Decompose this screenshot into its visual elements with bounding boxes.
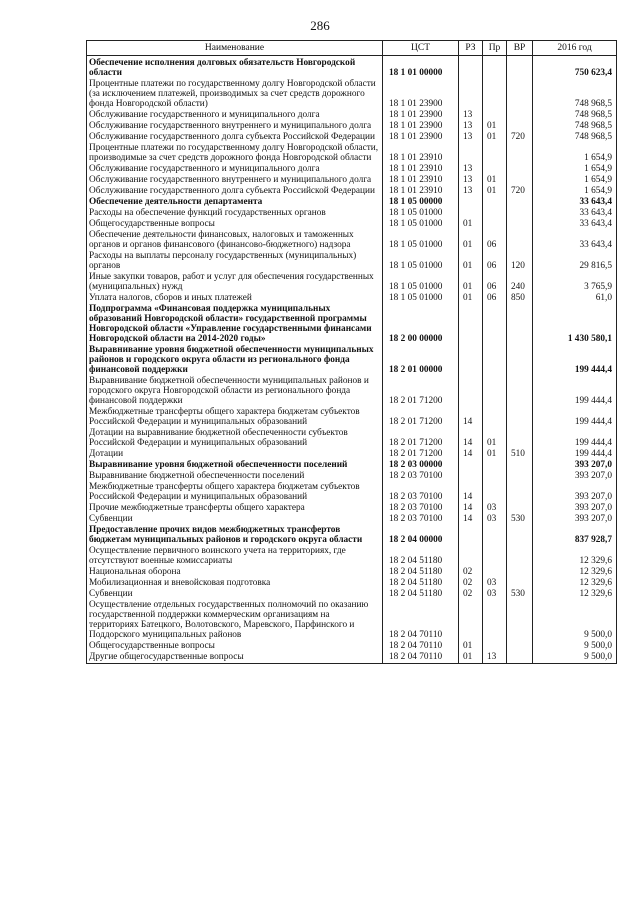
row-pr: [483, 482, 507, 503]
table-row: [87, 132, 617, 143]
row-rz: [459, 56, 483, 80]
row-code: 18 2 01 71200: [383, 428, 459, 449]
table-row: [87, 428, 617, 449]
row-code: 18 2 01 71200: [383, 449, 459, 460]
row-vr: [507, 79, 533, 110]
table-row: [87, 272, 617, 293]
row-code: 18 1 01 23900: [383, 79, 459, 110]
row-rz: 01: [459, 230, 483, 251]
row-amount: 1 654,9: [533, 186, 617, 197]
row-code: 18 1 05 01000: [383, 219, 459, 230]
table-row: [87, 219, 617, 230]
row-code: 18 2 04 70110: [383, 600, 459, 641]
row-pr: [483, 208, 507, 219]
row-amount: 1 430 580,1: [533, 304, 617, 345]
row-vr: [507, 482, 533, 503]
row-pr: [483, 546, 507, 567]
table-row: [87, 503, 617, 514]
row-name: Субвенции: [87, 514, 383, 525]
row-vr: [507, 219, 533, 230]
row-name: Расходы на выплаты персоналу государственных (муниципальных) органов: [87, 251, 383, 272]
row-amount: 9 500,0: [533, 652, 617, 664]
row-pr: [483, 471, 507, 482]
row-amount: 199 444,4: [533, 376, 617, 407]
row-amount: 33 643,4: [533, 197, 617, 208]
row-amount: 61,0: [533, 293, 617, 304]
row-code: 18 1 05 00000: [383, 197, 459, 208]
table-row: [87, 164, 617, 175]
row-rz: 13: [459, 121, 483, 132]
row-pr: [483, 460, 507, 471]
row-code: 18 1 01 23910: [383, 175, 459, 186]
row-vr: [507, 143, 533, 164]
row-amount: 748 968,5: [533, 110, 617, 121]
row-name: Обслуживание государственного внутреннего и муниципального долга: [87, 121, 383, 132]
row-amount: 199 444,4: [533, 407, 617, 428]
row-amount: 393 207,0: [533, 482, 617, 503]
table-row: [87, 230, 617, 251]
row-name: Расходы на обеспечение функций государственных органов: [87, 208, 383, 219]
row-name: Процентные платежи по государственному долгу Новгородской области, производимые за счет средств дорожного фонда Новгородской области: [87, 143, 383, 164]
row-code: 18 2 04 00000: [383, 525, 459, 546]
row-rz: [459, 525, 483, 546]
header-name: Наименование: [87, 41, 383, 56]
row-amount: 393 207,0: [533, 460, 617, 471]
row-vr: 530: [507, 589, 533, 600]
row-pr: [483, 567, 507, 578]
table-row: [87, 197, 617, 208]
row-code: 18 2 01 71200: [383, 376, 459, 407]
row-amount: 1 654,9: [533, 164, 617, 175]
row-vr: 530: [507, 514, 533, 525]
table-row: [87, 460, 617, 471]
header-vr: ВР: [507, 41, 533, 56]
row-vr: [507, 304, 533, 345]
row-code: 18 2 03 70100: [383, 482, 459, 503]
row-amount: 29 816,5: [533, 251, 617, 272]
table-row: [87, 525, 617, 546]
row-amount: 393 207,0: [533, 514, 617, 525]
table-row: [87, 56, 617, 80]
row-vr: [507, 376, 533, 407]
row-vr: 720: [507, 132, 533, 143]
row-rz: 14: [459, 449, 483, 460]
row-name: Процентные платежи по государственному долгу Новгородской области (за исключением платежей, производимых за счет средств дорожного фонда Новгородской области): [87, 79, 383, 110]
row-rz: 01: [459, 251, 483, 272]
row-vr: 120: [507, 251, 533, 272]
row-pr: [483, 407, 507, 428]
row-rz: 14: [459, 428, 483, 449]
row-vr: [507, 197, 533, 208]
row-name: Выравнивание уровня бюджетной обеспеченности муниципальных районов и городского округа области из регионального фонда финансовой поддержки: [87, 345, 383, 376]
row-name: Обслуживание государственного долга субъекта Российской Федерации: [87, 132, 383, 143]
row-vr: [507, 110, 533, 121]
row-code: 18 1 05 01000: [383, 272, 459, 293]
row-amount: 12 329,6: [533, 589, 617, 600]
row-amount: 748 968,5: [533, 79, 617, 110]
row-vr: [507, 121, 533, 132]
header-amount: 2016 год: [533, 41, 617, 56]
table-row: [87, 589, 617, 600]
row-pr: 06: [483, 251, 507, 272]
row-name: Иные закупки товаров, работ и услуг для обеспечения государственных (муниципальных) нужд: [87, 272, 383, 293]
row-name: Уплата налогов, сборов и иных платежей: [87, 293, 383, 304]
row-code: 18 1 05 01000: [383, 251, 459, 272]
row-pr: 01: [483, 121, 507, 132]
row-code: 18 2 01 71200: [383, 407, 459, 428]
row-name: Другие общегосударственные вопросы: [87, 652, 383, 664]
row-pr: [483, 304, 507, 345]
row-name: Мобилизационная и вневойсковая подготовка: [87, 578, 383, 589]
row-name: Обеспечение деятельности департамента: [87, 197, 383, 208]
page-number: 286: [310, 18, 330, 33]
table-row: [87, 449, 617, 460]
row-name: Обслуживание государственного и муниципального долга: [87, 110, 383, 121]
row-pr: 13: [483, 652, 507, 664]
row-amount: 9 500,0: [533, 600, 617, 641]
row-pr: 06: [483, 293, 507, 304]
row-name: Дотации: [87, 449, 383, 460]
row-name: Обслуживание государственного и муниципального долга: [87, 164, 383, 175]
table-row: [87, 471, 617, 482]
row-code: 18 2 04 51180: [383, 567, 459, 578]
row-amount: 393 207,0: [533, 471, 617, 482]
row-name: Общегосударственные вопросы: [87, 219, 383, 230]
row-vr: [507, 525, 533, 546]
row-pr: 01: [483, 132, 507, 143]
row-name: Субвенции: [87, 589, 383, 600]
row-pr: [483, 345, 507, 376]
row-rz: 02: [459, 589, 483, 600]
row-vr: 850: [507, 293, 533, 304]
row-amount: 199 444,4: [533, 345, 617, 376]
row-vr: [507, 546, 533, 567]
row-vr: [507, 428, 533, 449]
row-vr: [507, 175, 533, 186]
row-vr: [507, 641, 533, 652]
row-name: Межбюджетные трансферты общего характера бюджетам субъектов Российской Федерации и муниципальных образований: [87, 482, 383, 503]
table-row: [87, 175, 617, 186]
row-pr: [483, 143, 507, 164]
row-rz: [459, 143, 483, 164]
row-code: 18 2 03 00000: [383, 460, 459, 471]
table-row: [87, 652, 617, 664]
table-row: [87, 514, 617, 525]
row-rz: 13: [459, 132, 483, 143]
table-row: [87, 143, 617, 164]
row-name: Обслуживание государственного внутреннего и муниципального долга: [87, 175, 383, 186]
table-row: [87, 407, 617, 428]
row-code: 18 1 01 00000: [383, 56, 459, 80]
row-code: 18 2 03 70100: [383, 471, 459, 482]
row-amount: 393 207,0: [533, 503, 617, 514]
row-rz: 13: [459, 164, 483, 175]
table-row: [87, 293, 617, 304]
row-amount: 33 643,4: [533, 219, 617, 230]
row-rz: [459, 600, 483, 641]
row-amount: 12 329,6: [533, 567, 617, 578]
row-name: Обслуживание государственного долга субъекта Российской Федерации: [87, 186, 383, 197]
row-code: 18 2 04 51180: [383, 589, 459, 600]
row-amount: 3 765,9: [533, 272, 617, 293]
row-code: 18 2 04 51180: [383, 546, 459, 567]
row-pr: [483, 164, 507, 175]
row-amount: 199 444,4: [533, 428, 617, 449]
row-code: 18 2 04 70110: [383, 652, 459, 664]
row-amount: 750 623,4: [533, 56, 617, 80]
row-rz: 14: [459, 503, 483, 514]
row-amount: 12 329,6: [533, 546, 617, 567]
row-rz: [459, 376, 483, 407]
table-row: [87, 546, 617, 567]
row-vr: 510: [507, 449, 533, 460]
row-name: Выравнивание бюджетной обеспеченности поселений: [87, 471, 383, 482]
row-rz: 13: [459, 175, 483, 186]
row-amount: 33 643,4: [533, 208, 617, 219]
row-pr: [483, 641, 507, 652]
row-vr: [507, 652, 533, 664]
row-vr: [507, 345, 533, 376]
header-code: ЦСТ: [383, 41, 459, 56]
table-row: [87, 641, 617, 652]
row-rz: 01: [459, 219, 483, 230]
row-name: Осуществление первичного воинского учета на территориях, где отсутствуют военные комиссариаты: [87, 546, 383, 567]
row-amount: 33 643,4: [533, 230, 617, 251]
row-pr: 03: [483, 514, 507, 525]
row-pr: [483, 197, 507, 208]
row-vr: [507, 460, 533, 471]
row-amount: 1 654,9: [533, 143, 617, 164]
row-pr: [483, 56, 507, 80]
row-vr: [507, 503, 533, 514]
table-row: [87, 251, 617, 272]
row-rz: [459, 345, 483, 376]
row-rz: [459, 546, 483, 567]
table-row: [87, 208, 617, 219]
row-code: 18 2 01 00000: [383, 345, 459, 376]
row-rz: [459, 460, 483, 471]
row-name: Выравнивание уровня бюджетной обеспеченности поселений: [87, 460, 383, 471]
row-rz: [459, 471, 483, 482]
row-name: Общегосударственные вопросы: [87, 641, 383, 652]
row-pr: 03: [483, 578, 507, 589]
row-rz: 14: [459, 407, 483, 428]
row-code: 18 1 01 23900: [383, 132, 459, 143]
table-row: [87, 376, 617, 407]
row-code: 18 2 04 70110: [383, 641, 459, 652]
header-rz: РЗ: [459, 41, 483, 56]
row-rz: 13: [459, 186, 483, 197]
row-amount: 199 444,4: [533, 449, 617, 460]
row-pr: [483, 219, 507, 230]
row-code: 18 1 01 23910: [383, 164, 459, 175]
table-row: [87, 121, 617, 132]
row-vr: [507, 600, 533, 641]
row-pr: 06: [483, 230, 507, 251]
row-name: Обеспечение исполнения долговых обязательств Новгородской области: [87, 56, 383, 80]
row-vr: [507, 164, 533, 175]
row-code: 18 1 05 01000: [383, 293, 459, 304]
row-code: 18 1 01 23910: [383, 143, 459, 164]
table-header-row: [87, 41, 617, 56]
row-code: 18 1 05 01000: [383, 208, 459, 219]
table-row: [87, 186, 617, 197]
table-body: [87, 56, 617, 664]
row-pr: 01: [483, 175, 507, 186]
row-pr: 01: [483, 428, 507, 449]
row-amount: 1 654,9: [533, 175, 617, 186]
row-name: Подпрограмма «Финансовая поддержка муниципальных образований Новгородской области» государственной программы Новгородской области «Управление государственными финансами Новгородской области на 2014-2020 годы»: [87, 304, 383, 345]
row-pr: [483, 525, 507, 546]
row-pr: 03: [483, 589, 507, 600]
row-rz: 02: [459, 567, 483, 578]
row-amount: 837 928,7: [533, 525, 617, 546]
table-row: [87, 304, 617, 345]
budget-table: [86, 40, 617, 664]
table-row: [87, 578, 617, 589]
row-amount: 9 500,0: [533, 641, 617, 652]
row-amount: 12 329,6: [533, 578, 617, 589]
row-name: Предоставление прочих видов межбюджетных трансфертов бюджетам муниципальных районов и городского округа области: [87, 525, 383, 546]
table-row: [87, 79, 617, 110]
row-rz: 01: [459, 641, 483, 652]
row-code: 18 2 03 70100: [383, 514, 459, 525]
table-row: [87, 600, 617, 641]
row-vr: [507, 56, 533, 80]
row-rz: 01: [459, 652, 483, 664]
table-row: [87, 567, 617, 578]
row-rz: [459, 197, 483, 208]
row-rz: [459, 304, 483, 345]
row-rz: 02: [459, 578, 483, 589]
table-row: [87, 345, 617, 376]
row-code: 18 1 05 01000: [383, 230, 459, 251]
row-name: Осуществление отдельных государственных полномочий по оказанию государственной поддержки коммерческим организациям на территориях Батецкого, Волотовского, Маревского, Парфинского и Поддорского муниципальных районов: [87, 600, 383, 641]
row-rz: 13: [459, 110, 483, 121]
header-pr: Пр: [483, 41, 507, 56]
row-rz: 01: [459, 293, 483, 304]
row-code: 18 2 04 51180: [383, 578, 459, 589]
row-rz: [459, 208, 483, 219]
row-pr: 06: [483, 272, 507, 293]
row-pr: [483, 79, 507, 110]
row-pr: 03: [483, 503, 507, 514]
row-vr: 720: [507, 186, 533, 197]
row-amount: 748 968,5: [533, 132, 617, 143]
row-pr: [483, 376, 507, 407]
row-name: Национальная оборона: [87, 567, 383, 578]
table-row: [87, 482, 617, 503]
row-vr: [507, 578, 533, 589]
row-vr: [507, 230, 533, 251]
row-code: 18 1 01 23900: [383, 121, 459, 132]
row-pr: [483, 110, 507, 121]
row-rz: 14: [459, 482, 483, 503]
row-pr: 01: [483, 449, 507, 460]
row-pr: [483, 600, 507, 641]
row-vr: [507, 567, 533, 578]
row-vr: [507, 208, 533, 219]
row-name: Прочие межбюджетные трансферты общего характера: [87, 503, 383, 514]
row-vr: 240: [507, 272, 533, 293]
row-code: 18 1 01 23900: [383, 110, 459, 121]
table-row: [87, 110, 617, 121]
row-name: Дотации на выравнивание бюджетной обеспеченности субъектов Российской Федерации и муниципальных образований: [87, 428, 383, 449]
row-name: Межбюджетные трансферты общего характера бюджетам субъектов Российской Федерации и муниципальных образований: [87, 407, 383, 428]
row-name: Выравнивание бюджетной обеспеченности муниципальных районов и городского округа Новгородской области из регионального фонда финансовой поддержки: [87, 376, 383, 407]
row-code: 18 1 01 23910: [383, 186, 459, 197]
row-name: Обеспечение деятельности финансовых, налоговых и таможенных органов и органов финансового (финансово-бюджетного) надзора: [87, 230, 383, 251]
row-amount: 748 968,5: [533, 121, 617, 132]
row-code: 18 2 00 00000: [383, 304, 459, 345]
row-pr: 01: [483, 186, 507, 197]
row-code: 18 2 03 70100: [383, 503, 459, 514]
row-rz: 01: [459, 272, 483, 293]
row-vr: [507, 407, 533, 428]
row-vr: [507, 471, 533, 482]
row-rz: 14: [459, 514, 483, 525]
row-rz: [459, 79, 483, 110]
